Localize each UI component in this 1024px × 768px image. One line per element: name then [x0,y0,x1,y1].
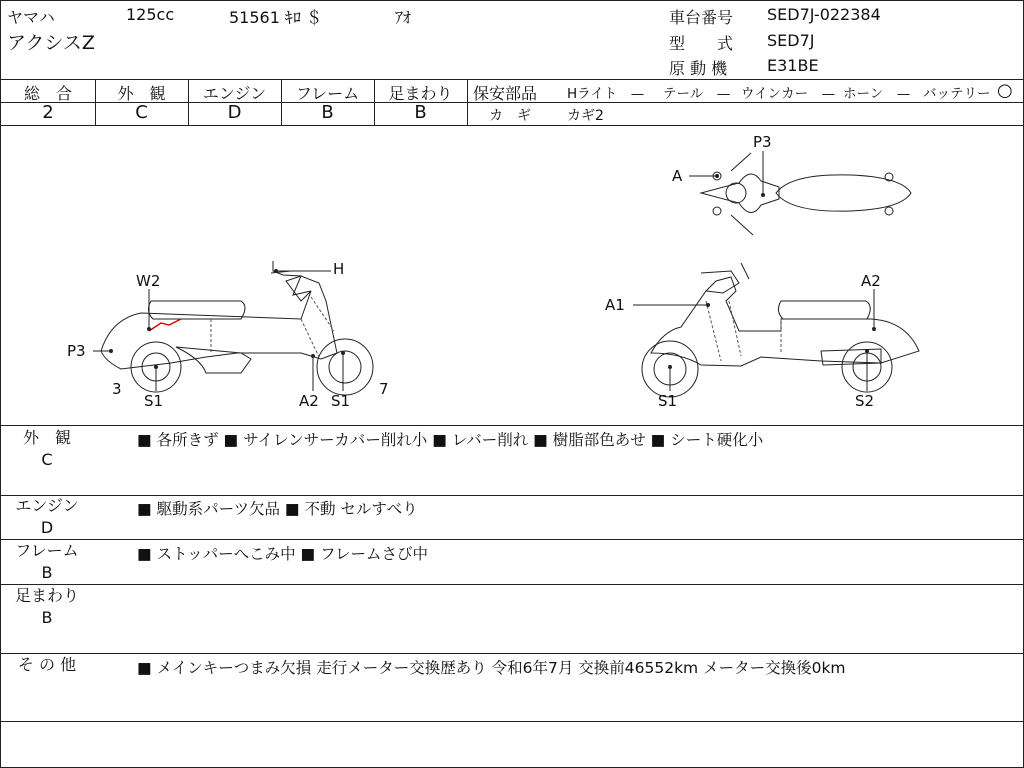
grade-header-overall: 総 合 [23,84,72,103]
maker: ヤマハ [7,8,55,27]
grade-value-frame: B [321,102,334,123]
safety-winker: ウインカー — [741,86,836,102]
key-value: カギ2 [567,108,604,124]
diagram-label: 7 [379,380,389,398]
engine-model: E31BE [767,56,819,75]
grade-header-frame: フレーム [295,84,360,103]
engine-label: 原 動 機 [669,59,728,78]
battery-mark: ○ [997,80,1013,101]
section-text-other: ■ メインキーつまみ欠損 走行メーター交換歴あり 令和6年7月 交換前46552km メーター交換後0km [137,659,846,677]
diagram-label: S1 [144,392,164,410]
color: ｱｵ [395,8,412,27]
mileage: 51561 ｷﾛ ＄ [229,8,323,27]
diagram-label: S2 [855,392,875,410]
safety-horn: ホーン — [843,86,911,102]
scooter-top-view [689,151,911,235]
divider [1,495,1023,496]
diagram-label: 3 [112,380,122,398]
scooter-left-view [93,261,373,395]
diagram-label: P3 [67,342,86,360]
grade-value-overall: 2 [42,102,54,123]
displacement: 125cc [126,5,175,24]
grade-value-exterior: C [135,102,148,123]
diagram-label: A2 [299,392,319,410]
diagram-label: P3 [753,133,772,151]
diagram-label: A [672,167,683,185]
divider [1,539,1023,540]
diagram-label: A1 [605,296,625,314]
safety-battery: バッテリー [923,86,991,102]
divider [1,425,1023,426]
divider [1,79,1023,80]
diagram-label: S1 [331,392,351,410]
section-text-frame: ■ ストッパーへこみ中 ■ フレームさび中 [137,545,428,563]
model-type: SED7J [767,31,815,50]
frame-no-label: 車台番号 [669,8,734,27]
safety-headlight: Hライト — [567,86,645,102]
grade-header-engine: エンジン [202,84,267,103]
safety-label: 保安部品 [473,84,538,103]
diagram-label: A2 [861,272,881,290]
divider [1,653,1023,654]
scooter-damage-diagram [1,126,1023,424]
grade-header-exterior: 外 観 [117,84,166,103]
diagram-label: S1 [658,392,678,410]
diagram-label: W2 [136,272,161,290]
section-label-suspension: 足まわり B [14,586,79,627]
divider [1,721,1023,722]
model-name: アクシスZ [7,32,95,54]
grade-value-engine: D [227,102,242,123]
grade-value-suspension: B [414,102,427,123]
safety-tail: テール — [663,86,731,102]
divider [1,584,1023,585]
model-type-label: 型 式 [669,34,734,53]
section-label-engine: エンジン D [15,496,79,537]
section-label-frame: フレーム B [15,541,79,582]
section-label-other: そ の 他 [17,655,77,674]
section-label-exterior: 外 観 C [22,428,71,469]
section-text-engine: ■ 駆動系パーツ欠品 ■ 不動 セルすべり [137,500,418,518]
key-label: カ ギ [489,108,531,124]
frame-no: SED7J-022384 [767,5,881,24]
diagram-label: H [333,260,345,278]
grade-header-suspension: 足まわり [388,84,453,103]
section-text-exterior: ■ 各所きず ■ サイレンサーカバー削れ小 ■ レバー削れ ■ 樹脂部色あせ ■ シート硬化小 [137,431,764,449]
